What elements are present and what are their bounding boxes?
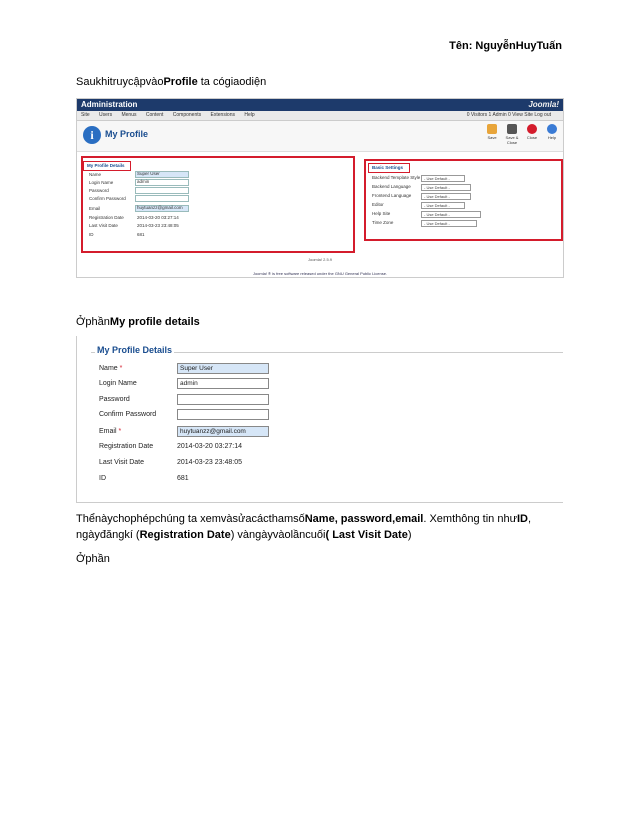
admin-toolbar <box>77 121 563 152</box>
menu-item-users[interactable]: Users <box>99 112 113 118</box>
select-frontend-language[interactable]: - Use Default - <box>421 193 471 200</box>
admin-menu-bar <box>77 111 563 121</box>
menu-item-site[interactable]: Site <box>81 112 90 118</box>
detail-label: Registration Date <box>89 215 124 220</box>
footer-version: Joomla! 2.5.9 <box>307 257 332 262</box>
login-name-input[interactable]: admin <box>177 378 269 389</box>
detail-label: Last Visit Date <box>89 223 118 228</box>
page-title: My Profile <box>105 129 149 139</box>
detail-label: Password <box>89 188 109 193</box>
admin-screenshot: Administration Joomla! Site Users Menus Content Components Extensions Help 0 Visitors 1 Admin 0 View Site Log out i My Profile Save Save & Close Close Help My Profile Details Name Login Name Password Confirm Password Email Registration Date Last Visit Date ID Super User admin huytuanzz@gmail.com 2014-03-20 03:27:14 2014-03-23 23:48:05 681 Basic Settings Backend Template Style Backend Language Frontend Language Editor Help Site Time Zone - Use Default - - Use Default - - Use Default - - Use Default - - Use Default - - Use Default - Joomla! 2.5.9 Joomla! ® is free software released under the GNU General Public License. <box>76 98 564 278</box>
email-input[interactable]: huytuanzz@gmail.com <box>177 426 269 437</box>
detail-label: Email <box>89 206 101 211</box>
section-heading-details: ỞphầnMy profile details <box>76 316 200 328</box>
name-input[interactable]: Super User <box>177 363 269 374</box>
details-legend: My Profile Details <box>87 163 125 168</box>
select-editor[interactable]: - Use Default - <box>421 202 465 209</box>
id-value: 681 <box>177 475 189 482</box>
password-input-mini[interactable] <box>135 187 189 194</box>
login-name-label: Login Name <box>99 380 137 387</box>
menu-item-menus[interactable]: Menus <box>121 112 137 118</box>
last-visit-value: 2014-03-23 23:48:05 <box>177 459 242 466</box>
menu-item-content[interactable]: Content <box>145 112 164 118</box>
detail-label: Login Name <box>89 180 114 185</box>
select-help-site[interactable]: - Use Default - <box>421 211 481 218</box>
profile-legend: My Profile Details <box>97 345 173 355</box>
description-paragraph: Thểnàychophépchúng ta xemvàsửacácthamsốName, password,email. Xemthông tin nhưID, ngàyđăngkí (Registration Date) vàngàyvàolầncuối( Last Visit Date) <box>76 513 531 541</box>
footer-license: Joomla! ® is free software released under the GNU General Public License. <box>252 271 388 276</box>
password-input[interactable] <box>177 394 269 405</box>
admin-header-bar: Administration Joomla! <box>77 99 563 111</box>
email-label: Email * <box>99 428 122 435</box>
help-button[interactable]: Help <box>545 124 559 145</box>
confirm-password-label: Confirm Password <box>99 411 157 418</box>
confirm-password-input[interactable] <box>177 409 269 420</box>
save-button[interactable]: Save <box>485 124 499 145</box>
save-close-button[interactable]: Save & Close <box>505 124 519 145</box>
menu-item-components[interactable]: Components <box>172 112 202 118</box>
menu-item-extensions[interactable]: Extensions <box>210 112 235 118</box>
close-button[interactable]: Close <box>525 124 539 145</box>
info-icon: i <box>83 126 101 144</box>
select-template-style[interactable]: - Use Default - <box>421 175 465 182</box>
password-label: Password <box>99 396 130 403</box>
menu-item-help[interactable]: Help <box>244 112 255 118</box>
detail-label: Name <box>89 172 102 177</box>
profile-fieldset <box>91 352 563 503</box>
section-heading-next: Ởphần <box>76 553 110 565</box>
intro-paragraph: SaukhitruycậpvàoProfile ta cógiaodiện <box>76 76 267 88</box>
select-time-zone[interactable]: - Use Default - <box>421 220 477 227</box>
close-icon <box>527 124 537 134</box>
settings-legend: Basic Settings <box>372 165 404 170</box>
author-name: Tên: NguyễnHuyTuấn <box>449 40 562 52</box>
help-icon <box>547 124 557 134</box>
select-backend-language[interactable]: - Use Default - <box>421 184 471 191</box>
last-visit-label: Last Visit Date <box>99 459 145 466</box>
check-icon <box>487 124 497 134</box>
joomla-logo: Joomla! <box>528 100 559 109</box>
registration-date-value: 2014-03-20 03:27:14 <box>177 443 242 450</box>
profile-details-screenshot <box>76 336 563 503</box>
admin-status: 0 Visitors 1 Admin 0 View Site Log out <box>466 112 551 118</box>
id-label: ID <box>99 475 106 482</box>
name-label: Name * <box>99 365 123 372</box>
confirm-input-mini[interactable] <box>135 195 189 202</box>
registration-date-label: Registration Date <box>99 443 154 450</box>
detail-label: Confirm Password <box>89 196 126 201</box>
disk-icon <box>507 124 517 134</box>
detail-label: ID <box>89 232 94 237</box>
